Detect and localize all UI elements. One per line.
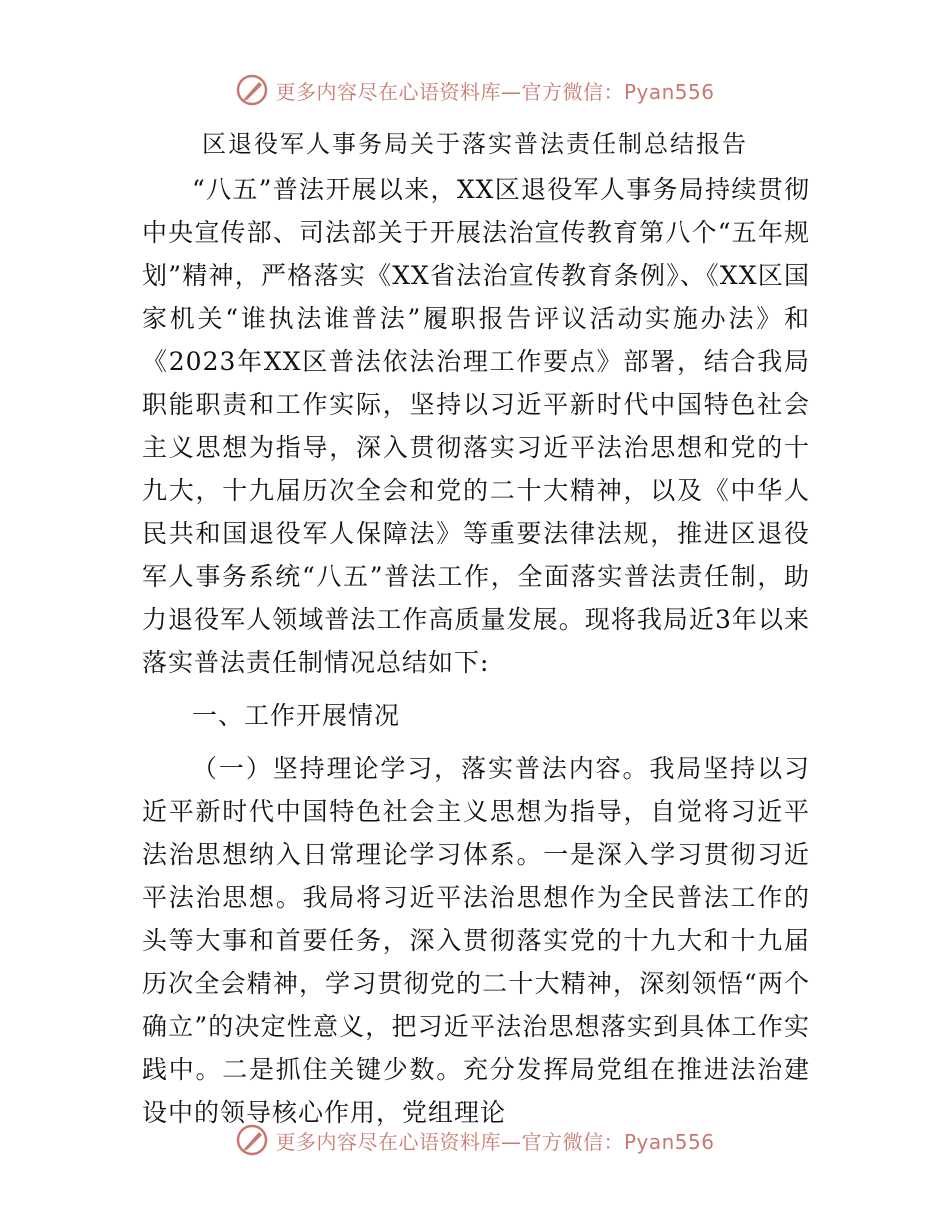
section-heading: 一、工作开展情况 — [192, 701, 401, 730]
quill-badge-icon — [235, 1123, 269, 1157]
section-paragraph: （一）坚持理论学习，落实普法内容。我局坚持以习近平新时代中国特色社会主义思想为指导，自觉将习近平法治思想纳入日常理论学习体系。一是深入学习贯彻习近平法治思想。我局将习近平法治思想作为全民普法工作的头等大事和首要任务，深入贯彻落实党的十九大和十九届历次全会精神，学习贯彻党的二十大精神，深刻领悟“两个确立”的决定性意义，把习近平法治思想落实到具体工作实践中。二是抓住关键少数。充分发挥局党组在推进法治建设中的领导核心作用，党组理论 — [142, 754, 810, 1127]
document-title: 区退役军人事务局关于落实普法责任制总结报告 — [202, 130, 748, 158]
watermark-footer — [0, 1120, 950, 1160]
document-body — [142, 168, 810, 1134]
watermark-text: 更多内容尽在心语资料库—官方微信：Pyan556 — [275, 79, 715, 104]
watermark-header — [0, 70, 950, 110]
watermark-text: 更多内容尽在心语资料库—官方微信：Pyan556 — [275, 1129, 715, 1154]
quill-badge-icon — [235, 73, 269, 107]
intro-paragraph: “八五”普法开展以来，XX区退役军人事务局持续贯彻中央宣传部、司法部关于开展法治宣传教育第八个“五年规划”精神，严格落实《XX省法治宣传教育条例》、《XX区国家机关“谁执法谁普法”履职报告评议活动实施办法》和《2023年XX区普法依法治理工作要点》部署，结合我局职能职责和工作实际，坚持以习近平新时代中国特色社会主义思想为指导，深入贯彻落实习近平法治思想和党的十九大，十九届历次全会和党的二十大精神，以及《中华人民共和国退役军人保障法》等重要法律法规，推进区退役军人事务系统“八五”普法工作，全面落实普法责任制，助力退役军人领域普法工作高质量发展。现将我局近3年以来落实普法责任制情况总结如下: — [142, 175, 810, 677]
